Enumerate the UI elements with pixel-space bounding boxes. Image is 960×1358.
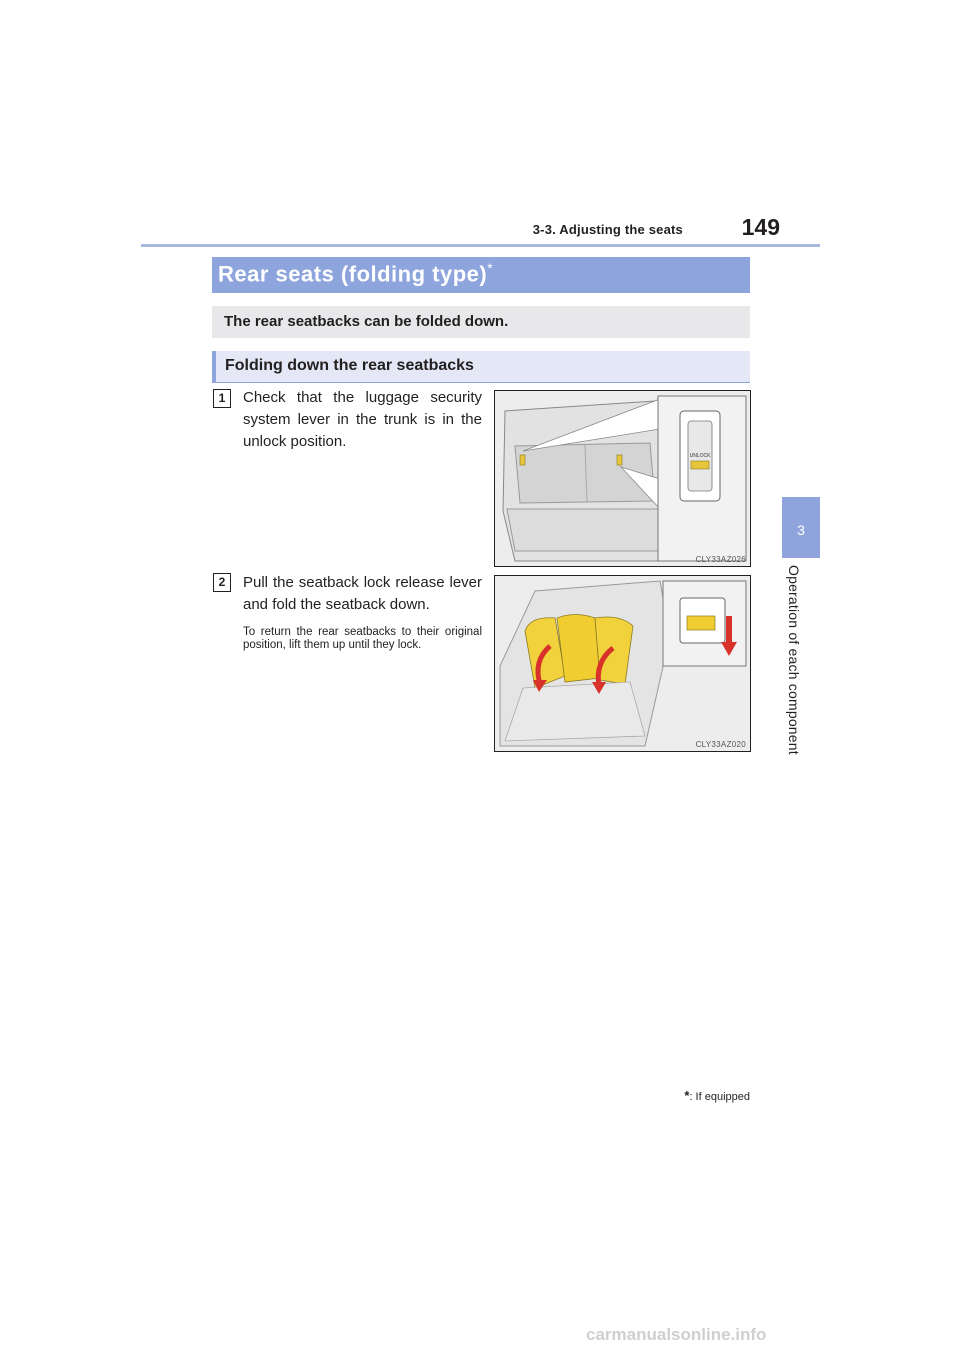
equipped-marker: *	[487, 260, 494, 276]
intro-text: The rear seatbacks can be folded down.	[224, 313, 509, 330]
figure-code-1: CLY33AZ026	[695, 555, 746, 564]
chapter-title: Operation of each component	[786, 565, 802, 755]
header-rule	[141, 244, 820, 247]
trunk-illustration	[495, 391, 750, 566]
section-path: 3-3. Adjusting the seats	[532, 222, 683, 237]
footnote	[640, 1088, 750, 1103]
step-number-2: 2	[213, 573, 231, 592]
footnote-text: : If equipped	[689, 1091, 750, 1103]
intro-bar	[212, 306, 750, 338]
subsection-bar	[212, 351, 750, 383]
chapter-tab: 3	[782, 497, 820, 558]
page-number: 149	[741, 214, 780, 240]
subsection-title: Folding down the rear seatbacks	[225, 357, 474, 374]
step-text-1: Check that the luggage security system lever in the trunk is in the unlock position.	[243, 389, 482, 450]
figure-code-2: CLY33AZ020	[695, 740, 746, 749]
watermark: carmanualsonline.info	[586, 1325, 767, 1344]
step-text-2: Pull the seatback lock release lever and fold the seatback down.	[243, 574, 482, 613]
figure-fold-seatback	[494, 575, 751, 752]
seatback-illustration	[495, 576, 750, 751]
step-number-1: 1	[213, 389, 231, 408]
figure-trunk-lever	[494, 390, 751, 567]
footnote-marker: *	[684, 1088, 690, 1103]
section-title-bar	[212, 257, 750, 293]
unlock-label: UNLOCK	[689, 453, 711, 459]
step-note-2: To return the rear seatbacks to their original position, lift them up until they lock.	[243, 626, 482, 651]
section-title: Rear seats (folding type)*	[218, 260, 494, 287]
